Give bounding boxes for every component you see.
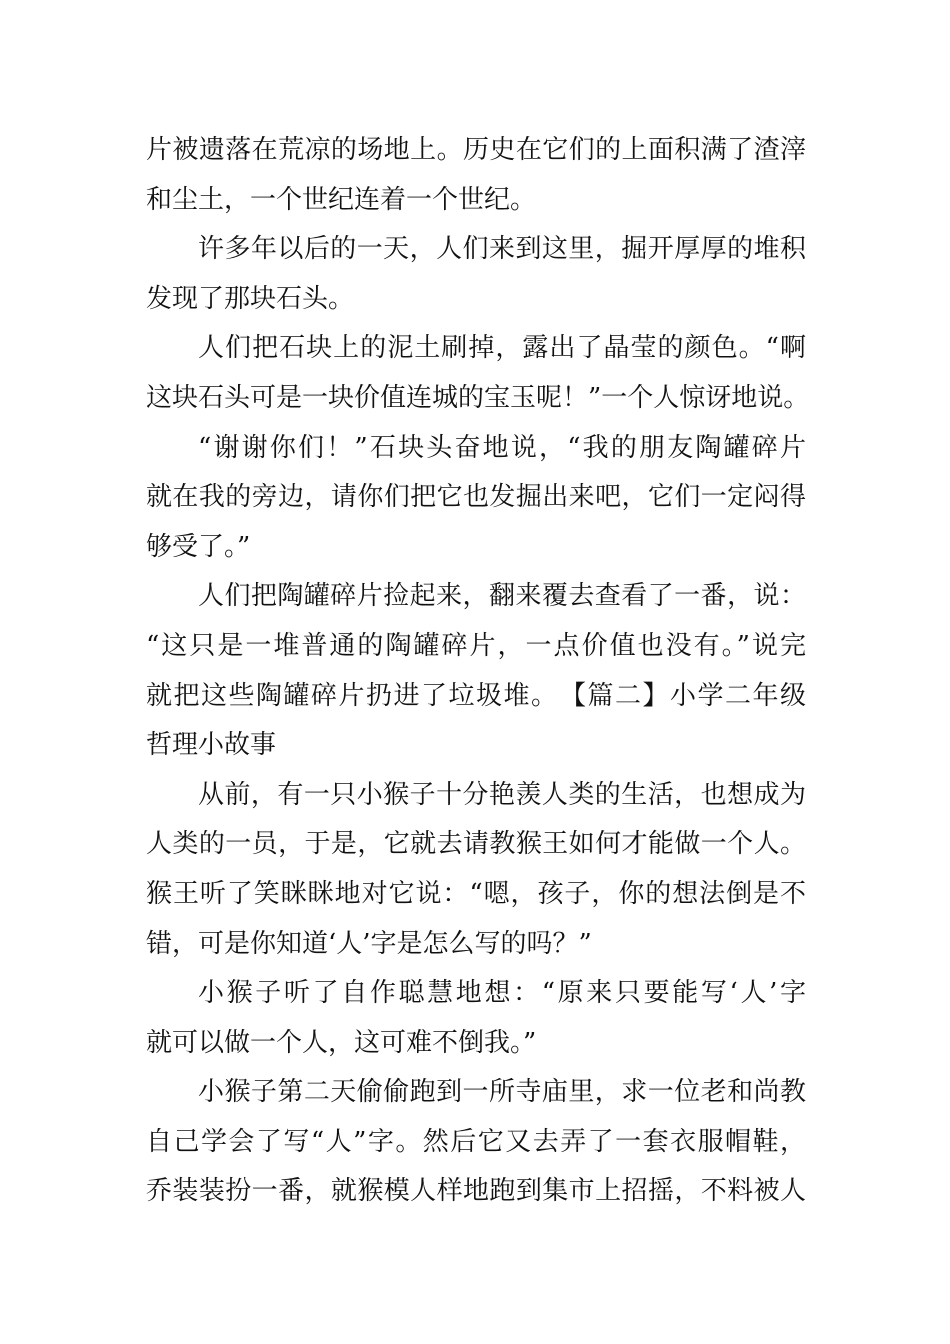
text-line: 人们把陶罐碎片捡起来，翻来覆去查看了一番，说： [198,581,806,612]
text-line: 猴王听了笑眯眯地对它说：“嗯，孩子，你的想法倒是不 [146,878,806,909]
text-line: “这只是一堆普通的陶罐碎片，一点价值也没有。”说完 [146,630,806,661]
text-line: 小猴子第二天偷偷跑到一所寺庙里，求一位老和尚教 [198,1077,806,1108]
text-line: 许多年以后的一天，人们来到这里，掘开厚厚的堆积 [198,234,806,265]
text-line: 这块石头可是一块价值连城的宝玉呢！”一个人惊讶地说。 [146,382,810,413]
paragraph [146,1068,806,1217]
text-line: 小猴子听了自作聪慧地想：“原来只要能写‘人’字 [198,978,806,1009]
text-line: 哲理小故事 [146,730,277,761]
text-line: 就可以做一个人，这可难不倒我。” [146,1027,537,1058]
text-line: 片被遗落在荒凉的场地上。历史在它们的上面积满了渣滓 [146,135,806,165]
text-line: 乔装装扮一番，就猴模人样地跑到集市上招摇，不料被人 [146,1176,806,1207]
text-line: 错，可是你知道‘人’字是怎么写的吗？” [146,928,592,959]
paragraph [146,572,806,770]
text-line: 就把这些陶罐碎片扔进了垃圾堆。 【篇二】小学二年级 [146,680,806,711]
text-line: 自己学会了写“人”字。然后它又去弄了一套衣服帽鞋， [146,1126,806,1157]
text-line: “谢谢你们！”石块头奋地说，“我的朋友陶罐碎片 [198,432,806,463]
text-line: 从前，有一只小猴子十分艳羡人类的生活，也想成为 [198,779,806,810]
document-body [146,126,810,1217]
text-line: 人们把石块上的泥土刷掉，露出了晶莹的颜色。“啊 [198,333,806,364]
paragraph [146,324,810,423]
paragraph [146,424,806,573]
text-line: 人类的一员，于是，它就去请教猴王如何才能做一个人。 [146,829,806,860]
text-line: 够受了。” [146,531,251,562]
paragraph [146,969,806,1068]
text-line: 就在我的旁边，请你们把它也发掘出来吧，它们一定闷得 [146,482,806,513]
paragraph [146,225,806,324]
paragraph [146,126,806,225]
paragraph [146,771,806,969]
text-line: 发现了那块石头。 [146,283,355,314]
text-line: 和尘土，一个世纪连着一个世纪。 [146,184,537,215]
